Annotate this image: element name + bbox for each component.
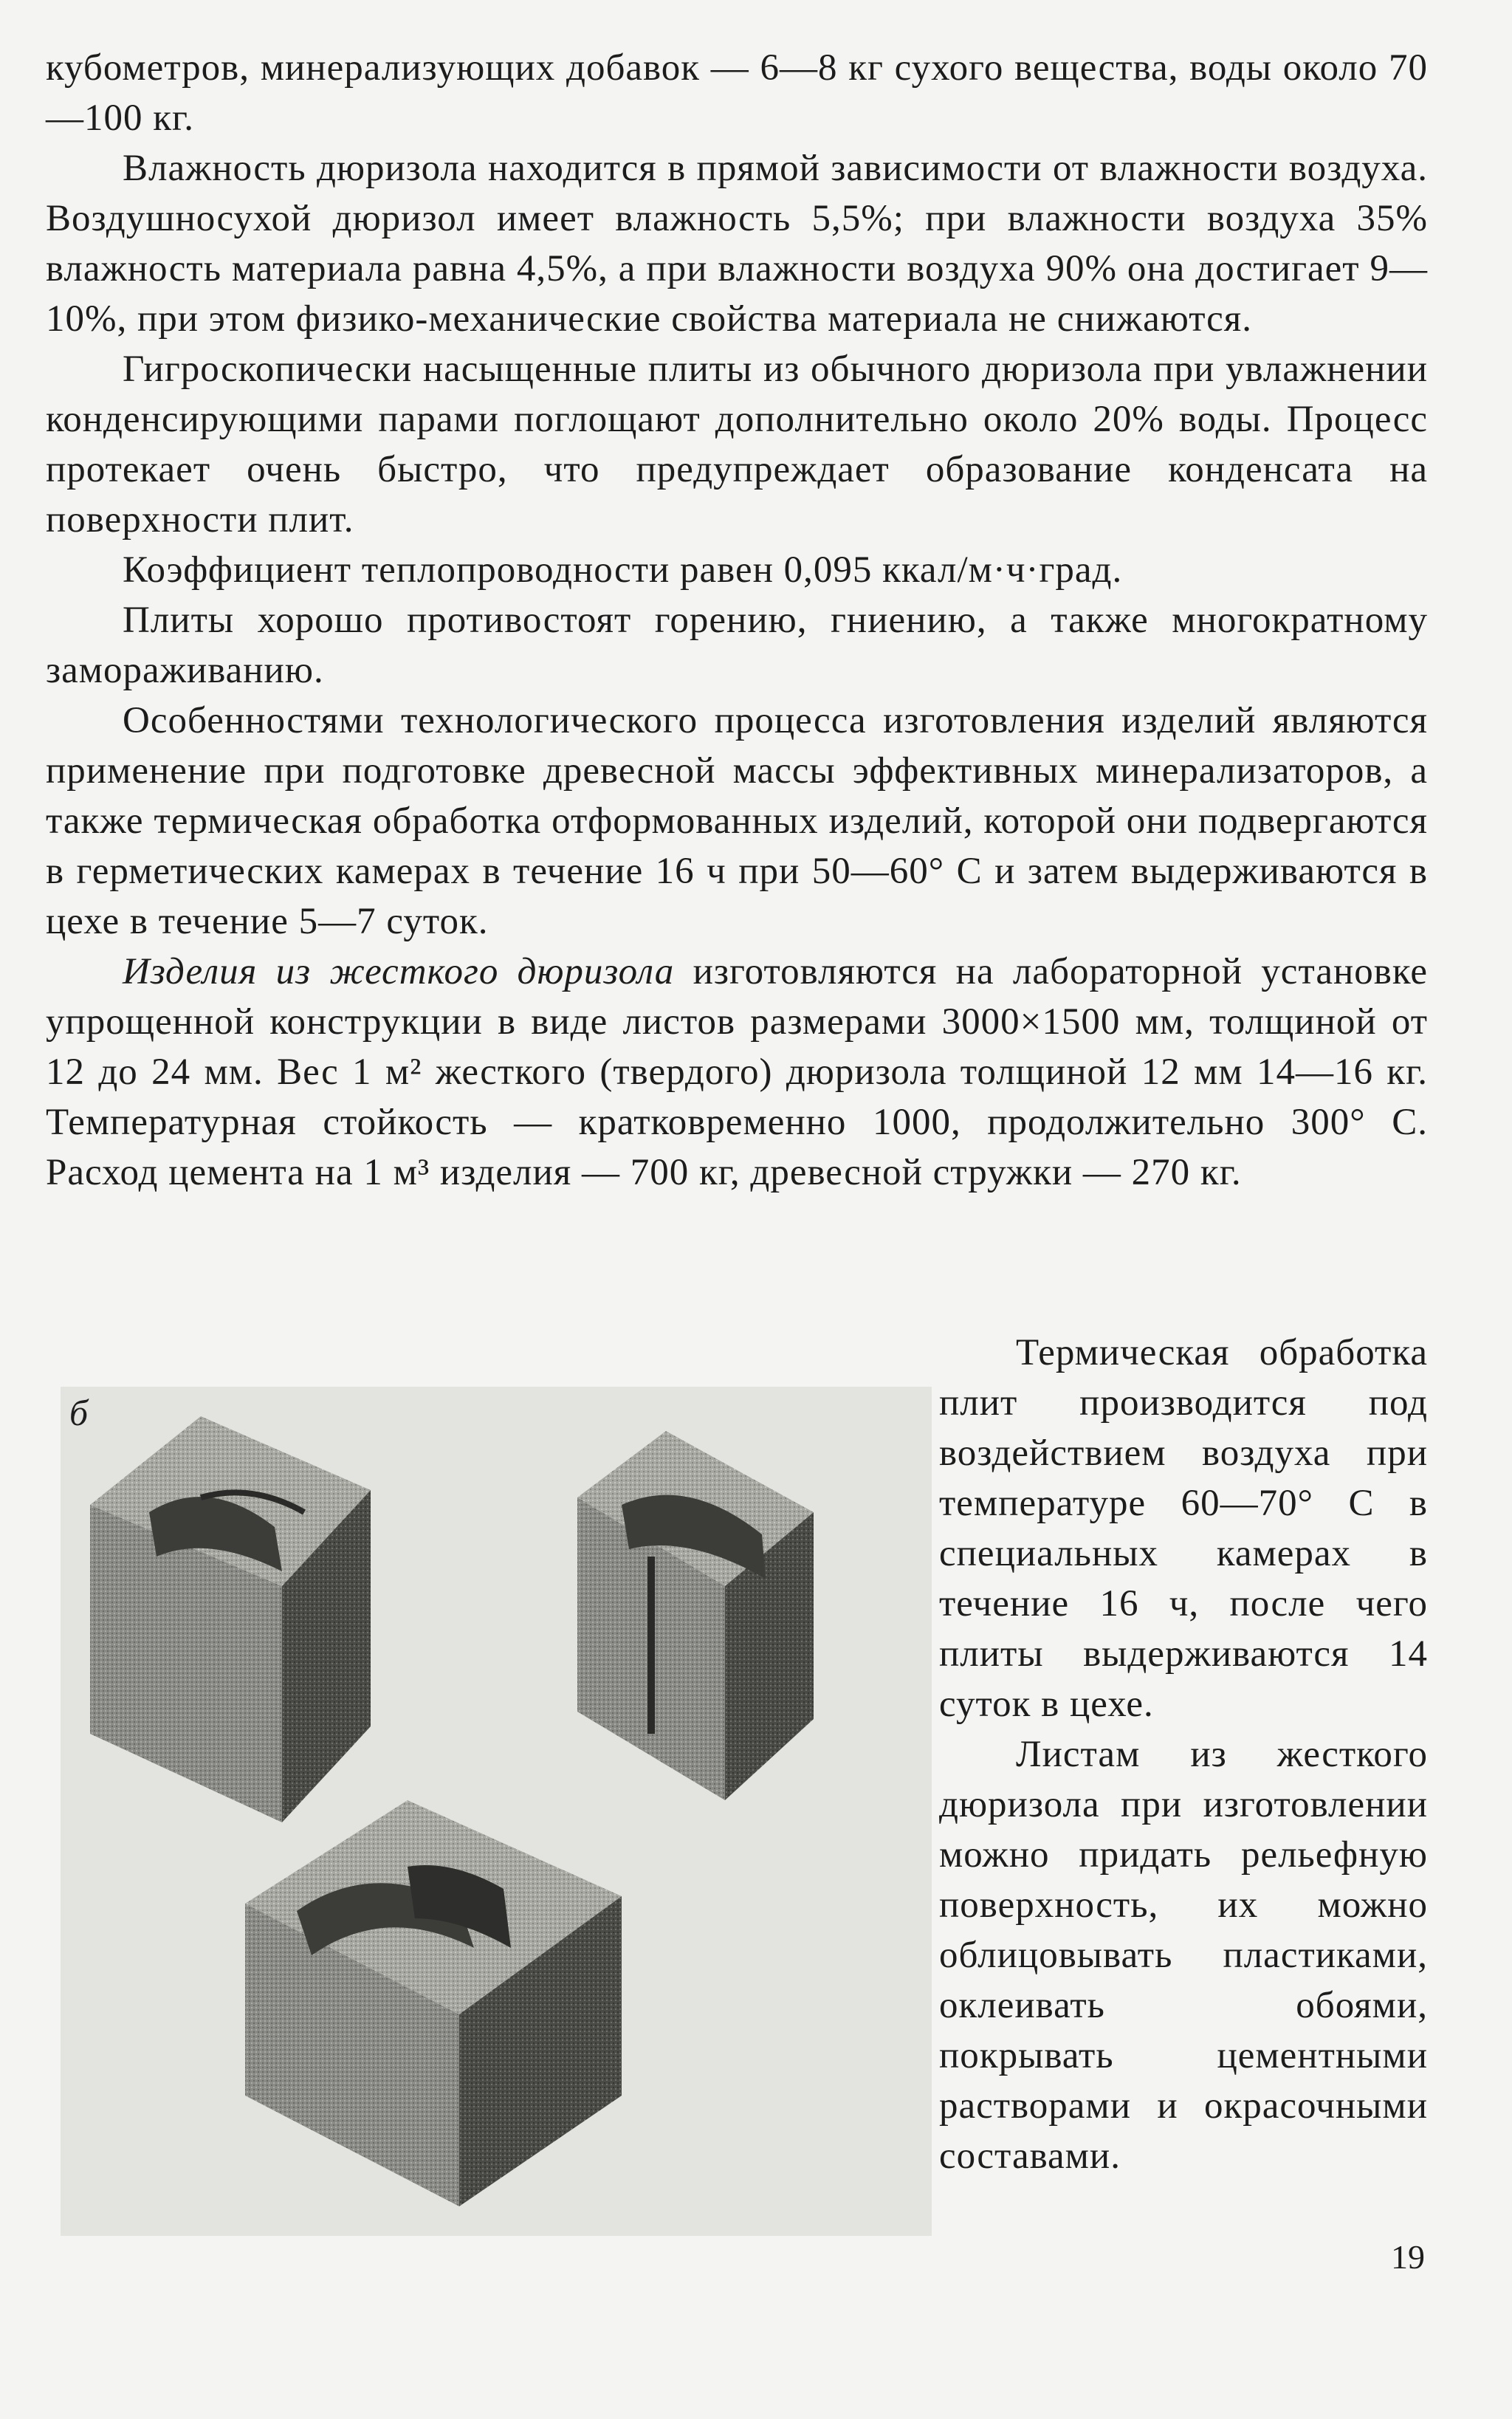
- paragraph-rigid-durisol: [46, 947, 1428, 1198]
- rigid-durisol-text: изготовляются на лабораторной установке упрощенной конструкции в виде листов размерами 3000×1500 мм, толщиной от 12 до 24 мм. Вес 1 м² жесткого (твердого) дюризола толщиной 12 мм 14—16 кг. Температурная стойкость — кратковременно 1000, продолжительно 300° С. Расход цемента на 1 м³ изделия — 700 кг, древесной стружки — 270 кг.: [46, 951, 1429, 1193]
- page-body: [46, 43, 1428, 1198]
- paragraph-2: Влажность дюризола находится в прямой зависимости от влажности воздуха. Воздушносухой дюризол имеет влажность 5,5%; при влажности воздуха 35% влажность материала равна 4,5%, а при влажности воздуха 90% она достигает 9—10%, при этом физико-механические свойства материала не снижаются.: [46, 148, 1428, 340]
- side-paragraph-1: Термическая обработка плит производится под воздействием воздуха при температуре 60—70° С в специальных камерах в течение 16 ч, после чего плиты выдерживаются 14 суток в цехе.: [939, 1332, 1428, 1725]
- durisol-blocks-illustration: [61, 1387, 932, 2236]
- block-bottom: [245, 1800, 622, 2206]
- side-paragraph-2: Листам из жесткого дюризола при изготовлении можно придать рельефную поверхность, их можно облицовывать пластиками, оклеивать обоями, покрывать цементными растворами и окрасочными составами.: [939, 1734, 1428, 2177]
- figure-row: [46, 1320, 1428, 2265]
- paragraph-1: кубометров, минерализующих добавок — 6—8 кг сухого вещества, воды около 70—100 кг.: [46, 47, 1428, 139]
- side-column: [939, 1328, 1428, 2181]
- figure-letter: б: [69, 1392, 89, 1433]
- rigid-durisol-italic-lead: Изделия из жесткого дюризола: [123, 951, 675, 992]
- paragraph-5: Плиты хорошо противостоят горению, гниению, а также многократному замораживанию.: [46, 600, 1428, 691]
- page-number: 19: [1391, 2238, 1425, 2276]
- paragraph-4: Коэффициент теплопроводности равен 0,095 ккал/м·ч·град.: [123, 549, 1123, 591]
- block-top-left: [90, 1416, 371, 1822]
- paragraph-3: Гигроскопически насыщенные плиты из обычного дюризола при увлажнении конденсирующими парами поглощают дополнительно около 20% воды. Процесс протекает очень быстро, что предупреждает образование конденсата на поверхности плит.: [46, 349, 1428, 541]
- paragraph-6: Особенностями технологического процесса изготовления изделий являются применение при подготовке древесной массы эффективных минерализаторов, а также термическая обработка отформованных изделий, которой они подвергаются в герметических камерах в течение 16 ч при 50—60° С и затем выдерживаются в цехе в течение 5—7 суток.: [46, 700, 1428, 942]
- blocks-photo: [61, 1387, 932, 2236]
- block-top-right: [577, 1431, 814, 1800]
